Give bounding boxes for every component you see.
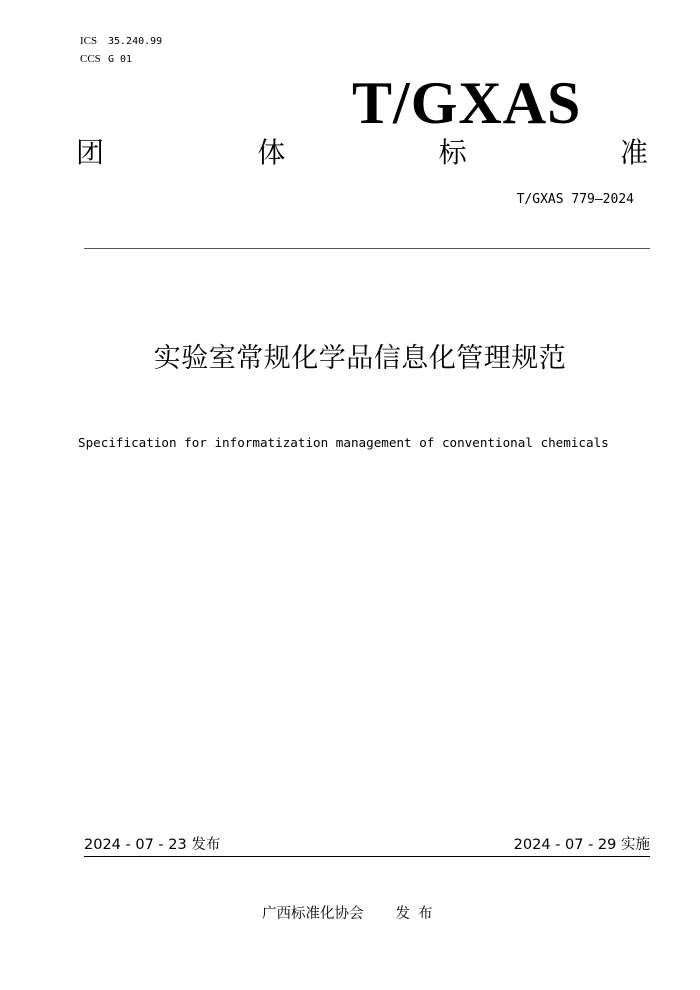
header-divider xyxy=(84,248,650,249)
standard-number: T/GXAS 779—2024 xyxy=(516,192,634,207)
publisher-action: 发布 xyxy=(395,906,441,922)
publisher-org: 广西标准化协会 xyxy=(262,906,364,922)
ics-line xyxy=(80,34,162,49)
standard-type xyxy=(76,134,648,172)
ics-code: 35.240.99 xyxy=(108,36,163,47)
ccs-label: CCS xyxy=(80,53,101,65)
standard-type-char: 体 xyxy=(257,136,286,169)
footer-divider xyxy=(84,856,650,857)
standard-type-char: 团 xyxy=(76,136,105,169)
document-title-zh: 实验室常规化学品信息化管理规范 xyxy=(153,343,567,374)
ccs-line xyxy=(80,52,132,67)
implement-date: 2024 - 07 - 29 实施 xyxy=(513,837,650,853)
standard-type-char: 准 xyxy=(619,136,648,169)
ics-label: ICS xyxy=(80,35,98,47)
standard-type-char: 标 xyxy=(438,136,467,169)
standard-brand: T/GXAS xyxy=(352,70,582,136)
document-title-en: Specification for informatization management of conventional chemicals xyxy=(78,435,609,450)
publish-date: 2024 - 07 - 23 发布 xyxy=(84,837,221,853)
ccs-code: G 01 xyxy=(108,54,133,65)
publisher xyxy=(262,904,441,924)
